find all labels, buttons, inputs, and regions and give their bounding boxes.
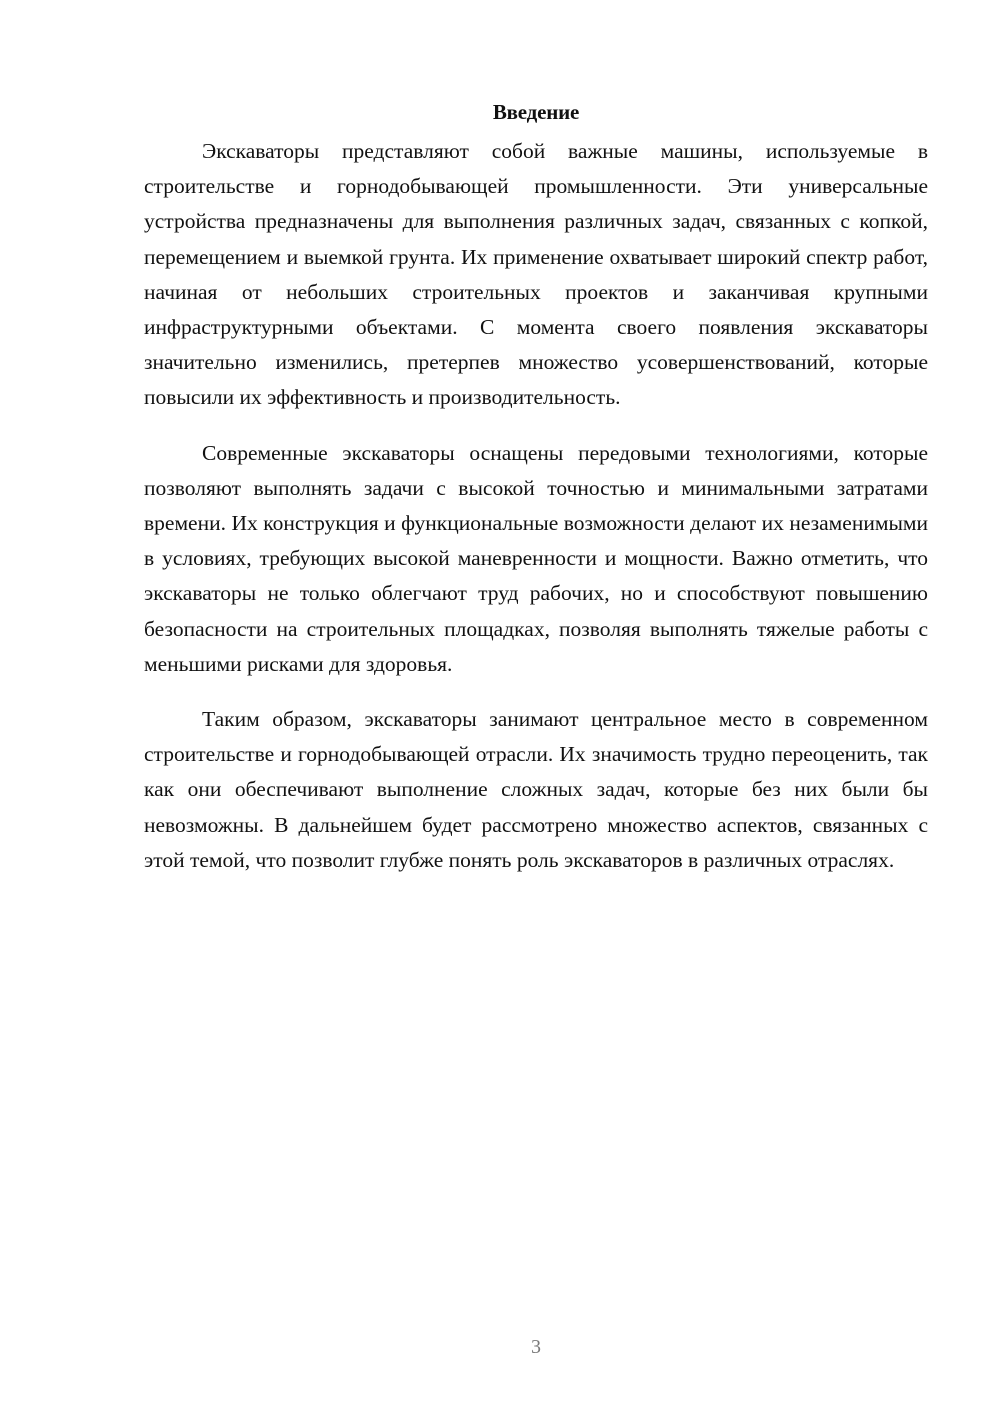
paragraph-3: Таким образом, экскаваторы занимают центральное место в современном строительстве и горнодобывающей отрасли. Их значимость трудно переоценить, так как они обеспечивают выполнение сложных задач, которые без них были бы невозможны. В дальнейшем будет рассмотрено множество аспектов, связанных с этой темой, что позволит глубже понять роль экскаваторов в различных отраслях. <box>144 707 928 872</box>
page-number: 3 <box>531 1336 541 1358</box>
paragraph-1: Экскаваторы представляют собой важные машины, используемые в строительстве и горнодобывающей промышленности. Эти универсальные устройства предназначены для выполнения различных задач, связанных с копкой, перемещением и выемкой грунта. Их применение охватывает широкий спектр работ, начиная от небольших строительных проектов и заканчивая крупными инфраструктурными объектами. С момента своего появления экскаваторы значительно изменились, претерпев множество усовершенствований, которые повысили их эффективность и производительность. <box>144 139 928 410</box>
page-content <box>144 98 928 898</box>
paragraph-2: Современные экскаваторы оснащены передовыми технологиями, которые позволяют выполнять задачи с высокой точностью и минимальными затратами времени. Их конструкция и функциональные возможности делают их незаменимыми в условиях, требующих высокой маневренности и мощности. Важно отметить, что экскаваторы не только облегчают труд рабочих, но и способствуют повышению безопасности на строительных площадках, позволяя выполнять тяжелые работы с меньшими рисками для здоровья. <box>144 440 928 676</box>
section-heading: Введение <box>492 100 580 124</box>
